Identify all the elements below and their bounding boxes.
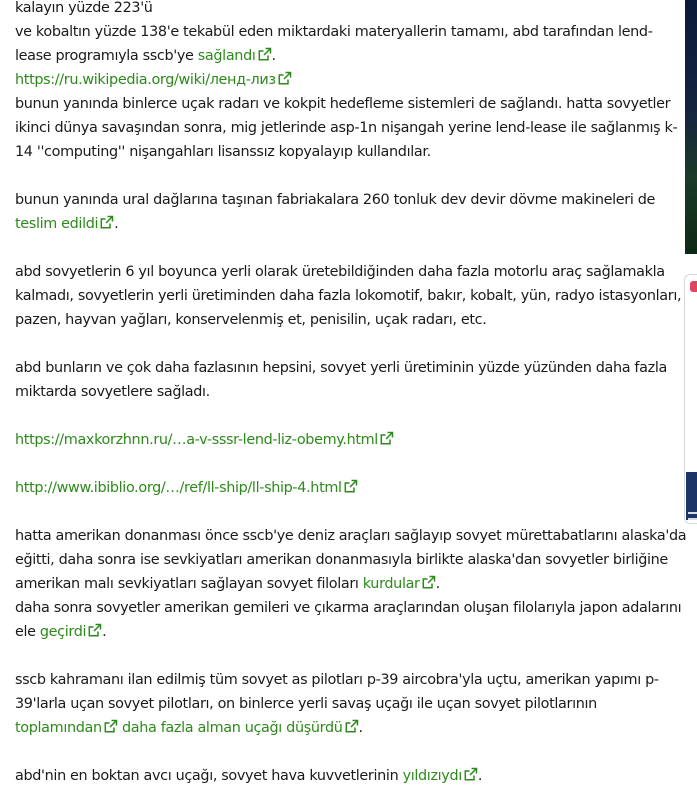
text-segment: . [358, 720, 363, 736]
text-line: sscb kahramanı ilan edilmiş tüm sovyet as pilotları p-39 aircobra'yla uçtu, amerikan yapımı p- [15, 672, 659, 688]
notification-badge [690, 281, 697, 292]
text-line [15, 212, 665, 236]
external-link-icon [103, 719, 118, 734]
link-maxkorzhnn[interactable]: https://maxkorzhnn.ru/…a-v-sssr-lend-liz-obemy.html [15, 432, 394, 448]
text-line: ve kobaltın yüzde 138'e tekabül eden miktardaki materyallerin tamamı, abd tarafından lend- [15, 24, 653, 40]
external-link-icon [99, 215, 114, 230]
text-line [15, 620, 665, 644]
entry-content [15, 0, 687, 788]
text-segment: . [102, 624, 107, 640]
text-line: kalayın yüzde 223'ü [15, 0, 153, 16]
text-segment: . [435, 576, 440, 592]
text-line: abd bunların ve çok daha fazlasının hepsini, sovyet yerli üretiminin yüzde yüzünden daha fazla [15, 360, 667, 376]
link-wikipedia[interactable]: https://ru.wikipedia.org/wiki/ленд-лиз [15, 72, 292, 88]
link-toplamindan[interactable]: toplamından [15, 720, 118, 736]
text-line: pazen, hayvan yağları, konservelenmiş et, penisilin, uçak radarı, etc. [15, 312, 487, 328]
text-segment: lease programıyla sscb'ye [15, 48, 198, 64]
external-link-icon [344, 719, 359, 734]
text-line [15, 68, 665, 92]
text-line [15, 476, 665, 500]
text-line: bunun yanında binlerce uçak radarı ve kokpit hedefleme sistemleri de sağlandı. hatta sovyetler [15, 96, 671, 112]
text-line [15, 716, 665, 740]
text-line: 14 ''computing'' nişangahları lisanssız kopyalayıp kullandılar. [15, 144, 431, 160]
text-segment: . [271, 48, 276, 64]
text-segment: ele [15, 624, 40, 640]
text-line: bunun yanında ural dağlarına taşınan fabriakalara 260 tonluk dev devir dövme makineleri de [15, 192, 656, 208]
link-saglandi[interactable]: sağlandı [198, 48, 272, 64]
external-link-icon [379, 431, 394, 446]
text-segment: . [114, 216, 119, 232]
text-segment: amerikan malı sevkiyatları sağlayan sovyet filoları [15, 576, 363, 592]
text-line: miktarda sovyetlere sağladı. [15, 384, 210, 400]
text-line [15, 764, 665, 788]
external-link-icon [421, 575, 436, 590]
external-link-icon [463, 767, 478, 782]
external-link-icon [343, 479, 358, 494]
link-gecirdi[interactable]: geçirdi [40, 624, 102, 640]
text-line: hatta amerikan donanması önce sscb'ye deniz araçları sağlayıp sovyet mürettabatlarını alaska'da [15, 528, 687, 544]
link-ibiblio[interactable]: http://www.ibiblio.org/…/ref/ll-ship/ll-ship-4.html [15, 480, 358, 496]
text-line: 39'larla uçan sovyet pilotları, on binlerce yerli savaş uçağı ile uçan sovyet pilotlarının [15, 696, 597, 712]
link-kurdular[interactable]: kurdular [363, 576, 436, 592]
text-segment: . [477, 768, 483, 784]
menu-lines-icon [688, 512, 697, 520]
link-daha-fazla-alman[interactable]: daha fazla alman uçağı düşürdü [122, 720, 359, 736]
text-line: eğitti, daha sonra ise sevkiyatları amerikan donanmasıyla birlikte alaska'dan sovyetler birliğine [15, 552, 668, 568]
text-line: kalmadı, sovyetlerin yerli üretiminden daha fazla lokomotif, bakır, kobalt, yün, radyo istasyonları, [15, 288, 682, 304]
text-line [15, 44, 665, 68]
text-line: abd sovyetlerin 6 yıl boyunca yerli olarak üretebildiğinden daha fazla motorlu araç sağlamakla [15, 264, 665, 280]
text-line: ikinci dünya savaşından sonra, mig jetlerinde asp-1n nişangah yerine lend-lease ile sağlanmış k- [15, 120, 678, 136]
sidebar-ad-banner[interactable] [685, 0, 697, 254]
external-link-icon [257, 47, 272, 62]
link-teslim-edildi[interactable]: teslim edildi [15, 216, 114, 232]
text-line [15, 428, 665, 452]
text-line: daha sonra sovyetler amerikan gemileri ve çıkarma araçlarından oluşan filolarıyla japon adalarını [15, 600, 682, 616]
external-link-icon [87, 623, 102, 638]
external-link-icon [277, 71, 292, 86]
text-segment: abd'nin en boktan avcı uçağı, sovyet hava kuvvetlerinin [15, 768, 403, 784]
link-yildiziydi[interactable]: yıldızıydı [403, 768, 478, 784]
text-line [15, 572, 665, 596]
